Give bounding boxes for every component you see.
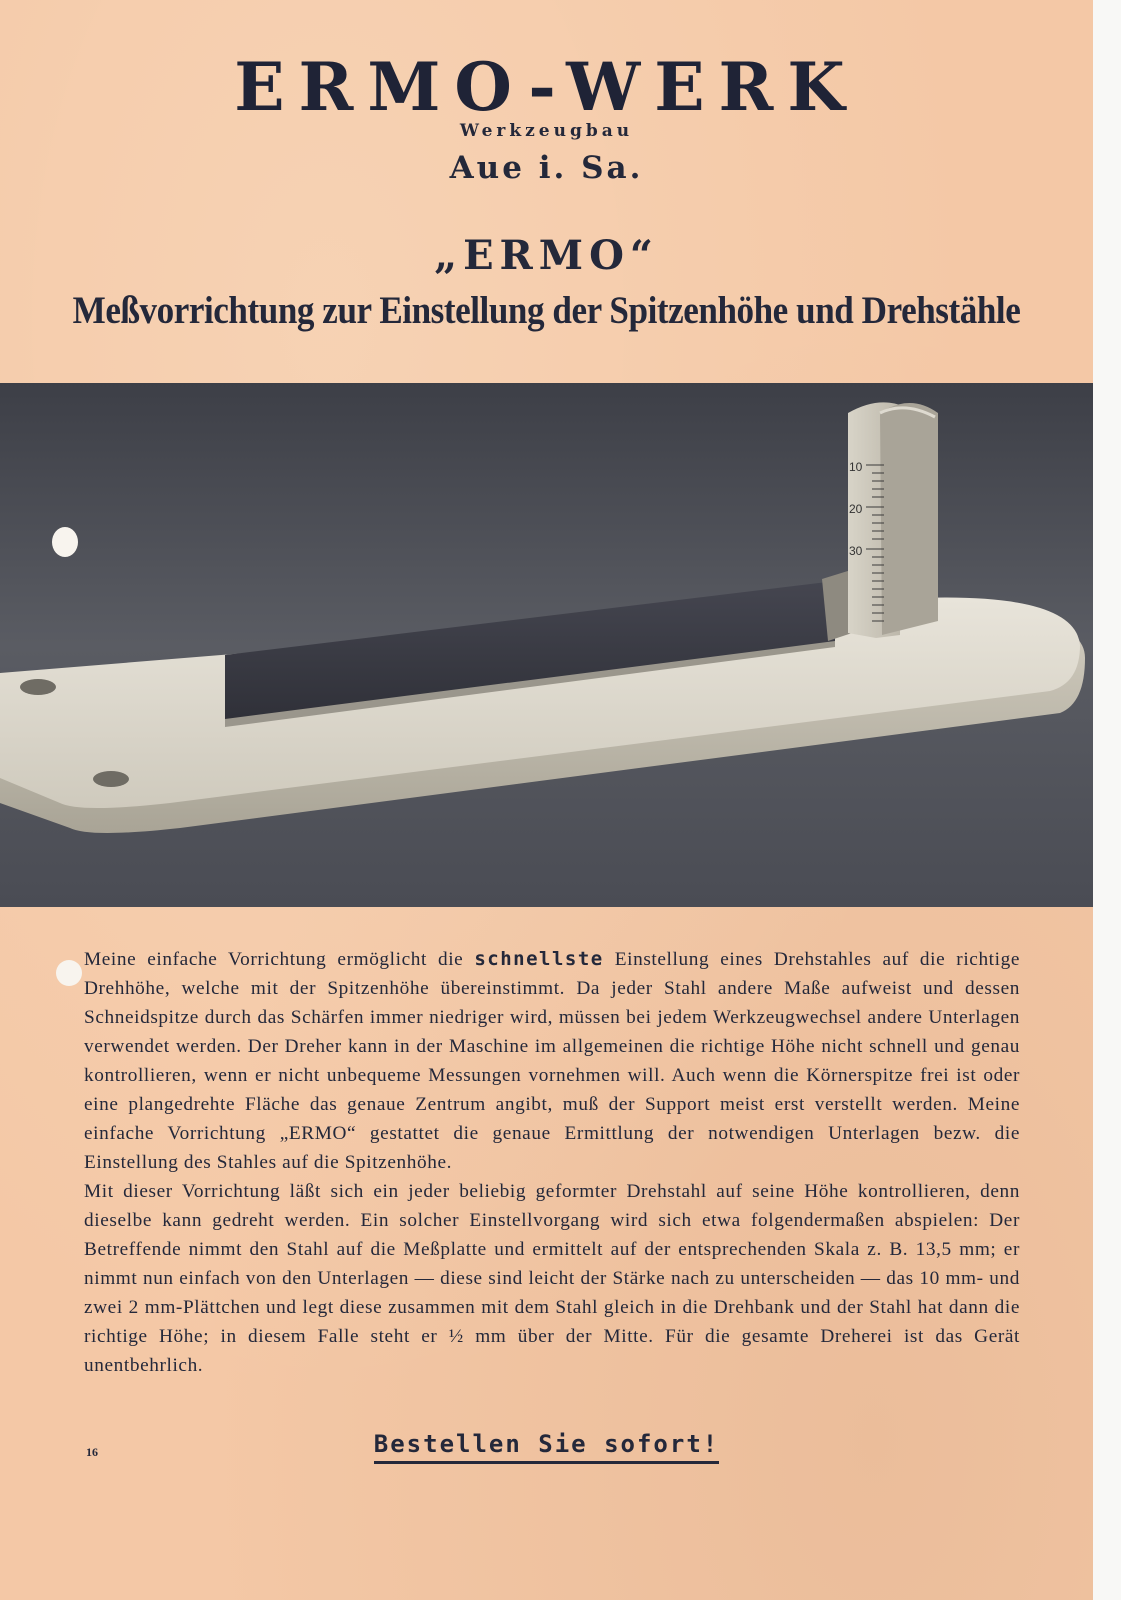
product-name: „ERMO“: [434, 232, 659, 279]
brand-location: Aue i. Sa.: [449, 150, 644, 186]
call-to-action: [0, 1430, 1093, 1458]
scale-label-20: 20: [849, 502, 863, 516]
scan-margin: [1093, 0, 1121, 1600]
p1-emphasis: schnellste: [474, 948, 604, 970]
description-paragraph-2: Mit dieser Vorrichtung läßt sich ein jeder beliebig geformter Drehstahl auf seine Höhe kontrollieren, denn dieselbe kann gedreht werden. Ein solcher Einstellvorgang wird sich etwa folgendermaßen abspielen: Der Betreffende nimmt den Stahl auf die Meßplatte und ermittelt auf der entsprechenden Skala z. B. 13,5 mm; er nimmt nun einfach von den Unterlagen — diese sind leicht der Stärke nach zu unterscheiden — das 10 mm- und zwei 2 mm-Plättchen und legt diese zusammen mit dem Stahl gleich in die Drehbank und der Stahl hat dann die richtige Höhe; in diesem Falle steht er ½ mm über der Mitte. Für die gesamte Dreherei ist das Gerät unentbehrlich.: [84, 1181, 1020, 1376]
brand-subtitle: Werkzeugbau: [459, 121, 634, 141]
p1-rest: Einstellung eines Drehstahles auf die richtige Drehhöhe, welche mit der Spitzenhöhe übereinstimmt. Da jeder Stahl andere Maße aufweist und dessen Schneidspitze durch das Schärfen immer niedriger wird, müssen bei jedem Werkzeugwechsel andere Unterlagen verwendet werden. Der Dreher kann in der Maschine im allgemeinen die richtige Höhe nicht schnell und genau kontrollieren, wenn er nicht unbequeme Messungen vornehmen will. Auch wenn die Körnerspitze frei ist oder eine plangedrehte Fläche das genaue Zentrum angibt, muß der Support meist erst verstellt werden. Meine einfache Vorrichtung „ERMO“ gestattet die genaue Ermittlung der notwendigen Unterlagen bezw. die Einstellung des Stahles auf die Spitzenhöhe.: [84, 949, 1020, 1173]
call-to-action-text: Bestellen Sie sofort!: [374, 1430, 719, 1464]
description-text: [84, 945, 1020, 1380]
product-headline: Meßvorrichtung zur Einstellung der Spitzenhöhe und Drehstähle: [72, 289, 1021, 332]
scale-label-30: 30: [849, 544, 863, 558]
punch-hole: [52, 527, 78, 557]
description-paragraph-1: [84, 945, 1020, 1177]
product-photo: [0, 383, 1093, 907]
brand-title: ERMO-WERK: [234, 48, 859, 126]
punch-hole: [56, 960, 82, 986]
p1-intro: Meine einfache Vorrichtung ermöglicht die: [84, 949, 475, 970]
scale-post: [848, 402, 938, 638]
scale-label-10: 10: [849, 460, 863, 474]
page-number: 16: [86, 1445, 98, 1459]
